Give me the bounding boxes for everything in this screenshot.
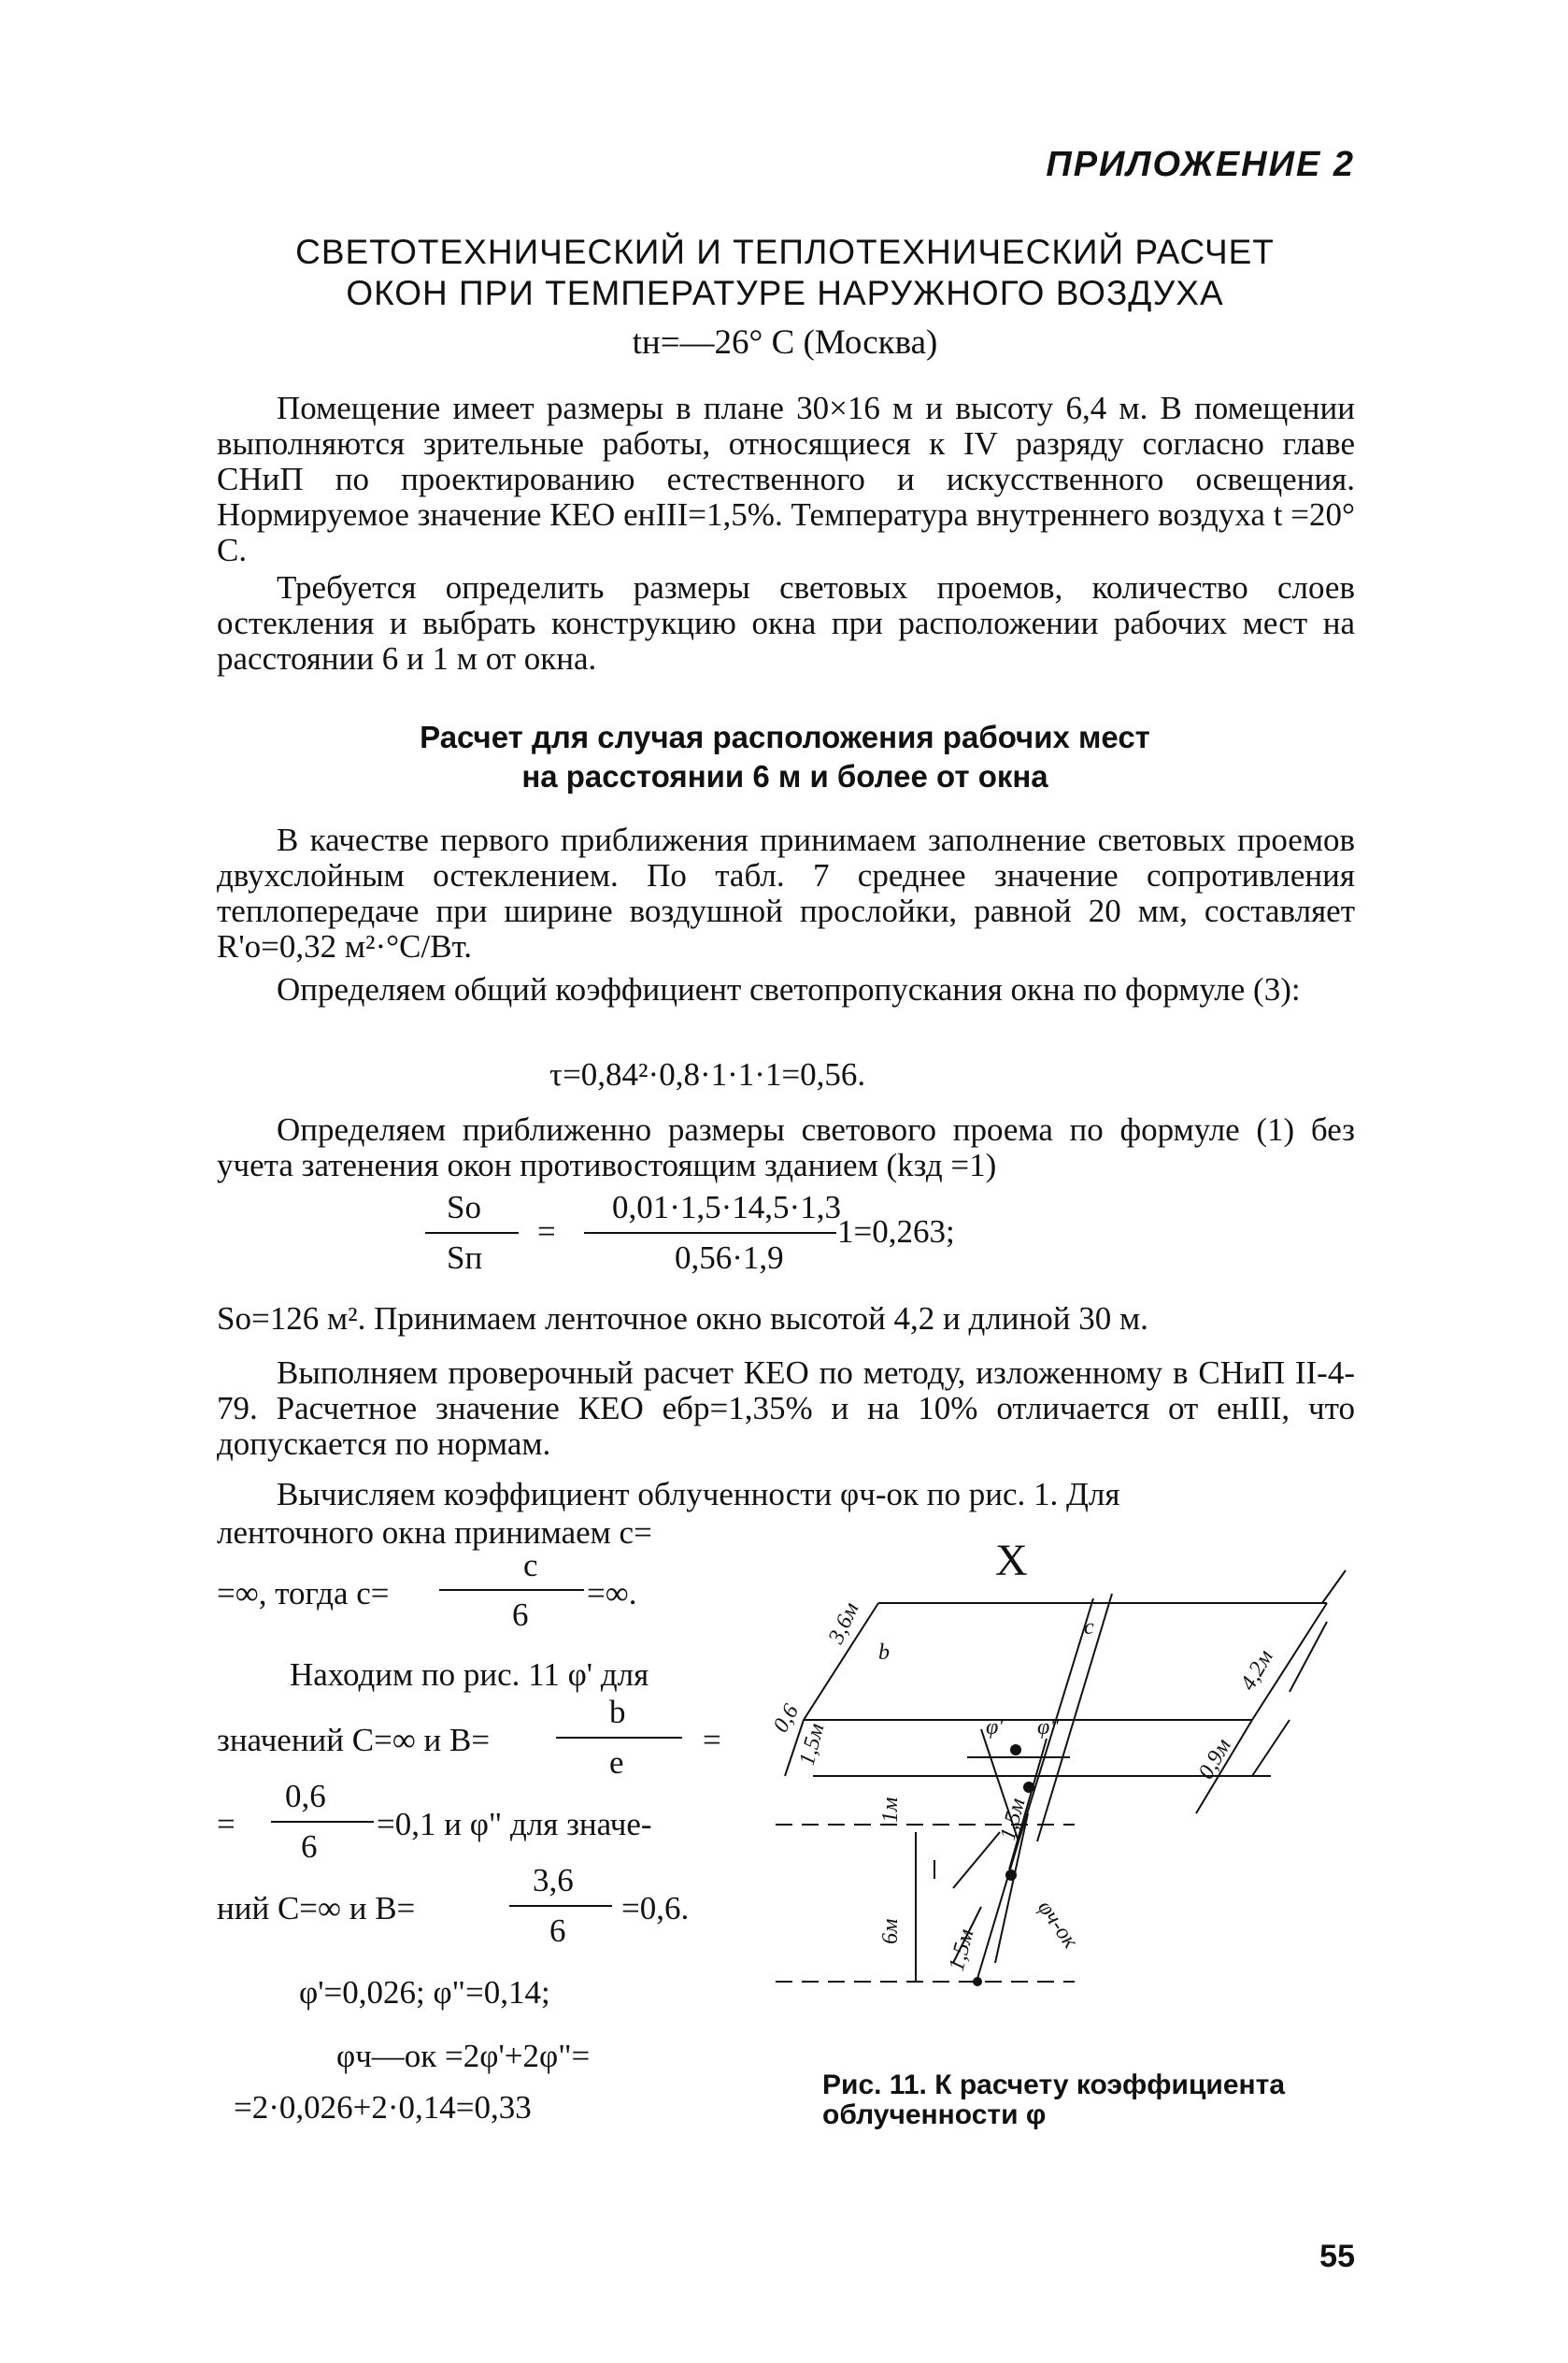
left-line-4-num: 0,6 (285, 1778, 326, 1814)
left-line-4-bar (271, 1821, 374, 1823)
fig-label-b: b (878, 1640, 890, 1665)
left-line-4-den: 6 (301, 1828, 318, 1865)
fig-label-42: 4,2м (1235, 1645, 1278, 1695)
left-line-1-bar (439, 1589, 584, 1591)
left-line-5a: ний C=∞ и B= (217, 1890, 416, 1926)
fig-label-36: 3,6м (823, 1598, 864, 1648)
fig-label-15a: 1,5м (794, 1721, 830, 1769)
fig-label-15c: 1,5м (944, 1926, 979, 1974)
figure-11-diagram (766, 1533, 1364, 2056)
left-line-5b: =0,6. (621, 1890, 690, 1926)
left-line-4b: =0,1 и φ" для значе- (377, 1806, 652, 1842)
fig-label-c: c (1084, 1615, 1094, 1640)
fig-label-06: 0,6 (768, 1700, 805, 1737)
left-line-4a: = (217, 1806, 235, 1842)
figure-caption: Рис. 11. К расчету коэффициента облученности φ (822, 2069, 1286, 2130)
left-line-5-den: 6 (549, 1912, 566, 1949)
left-line-1-den: 6 (512, 1597, 529, 1633)
fraction-left-denominator: Sп (447, 1239, 483, 1276)
title-line-2: ОКОН ПРИ ТЕМПЕРАТУРЕ НАРУЖНОГО ВОЗДУХА (346, 274, 1224, 312)
fig-label-6: 6м (878, 1918, 903, 1944)
formula-tau: τ=0,84²·0,8·1·1·1=0,56. (549, 1056, 866, 1093)
left-line-3a: значений C=∞ и B= (217, 1722, 491, 1758)
section-paragraph-6: Вычисляем коэффициент облученности φч-ок по рис. 1. Для (277, 1476, 1120, 1512)
fraction-right-numerator: 0,01·1,5·14,5·1,3 (612, 1189, 841, 1225)
fig-label-phi1: φ' (986, 1715, 1004, 1740)
fraction-equals: = (537, 1213, 556, 1250)
section-paragraph-6-end: ленточного окна принимаем c= (217, 1514, 652, 1551)
section-paragraph-5: Выполняем проверочный расчет КЕО по методу, изложенному в СНиП II-4-79. Расчетное значение КЕО eбр=1,35% и на 10% отличается от eнIII, что допускается по нормам. (217, 1354, 1355, 1462)
section-paragraph-2: Определяем общий коэффициент светопропускания окна по формуле (3): (277, 971, 1301, 1008)
title-line-1: СВЕТОТЕХНИЧЕСКИЙ И ТЕПЛОТЕХНИЧЕСКИЙ РАСЧЕТ (295, 233, 1275, 271)
fig-label-phiok: φч-ок (1033, 1896, 1083, 1954)
left-line-5-num: 3,6 (533, 1862, 574, 1898)
left-line-2: Находим по рис. 11 φ' для (290, 1656, 649, 1693)
fig-label-1: 1м (878, 1797, 903, 1823)
appendix-label: ПРИЛОЖЕНИЕ 2 (1046, 145, 1355, 184)
left-line-8: =2·0,026+2·0,14=0,33 (234, 2089, 532, 2126)
fig-label-09: 0,9м (1193, 1734, 1236, 1783)
section-heading: Расчет для случая расположения рабочих мест на расстоянии 6 м и более от окна (420, 720, 1150, 794)
fig-label-15b: 1,5м (995, 1796, 1031, 1843)
title-line-3: tн=—26° C (Москва) (632, 323, 938, 362)
fraction-result: 1=0,263; (837, 1213, 955, 1250)
fraction-right-denominator: 0,56·1,9 (675, 1239, 784, 1276)
left-line-3b: = (703, 1722, 721, 1758)
fig-label-cross: X (995, 1536, 1028, 1585)
section-paragraph-1: В качестве первого приближения принимаем заполнение световых проемов двухслойным остеклением. По табл. 7 среднее значение сопротивления теплопередаче при ширине воздушной прослойки, равной 20 мм, составляет R'o=0,32 м²·°C/Вт. (217, 822, 1355, 965)
left-line-1a: =∞, тогда c= (217, 1575, 390, 1611)
section-paragraph-4: So=126 м². Принимаем ленточное окно высотой 4,2 и длиной 30 м. (217, 1300, 1148, 1337)
fraction-right-bar (584, 1232, 836, 1234)
left-line-1b: =∞. (587, 1575, 637, 1611)
left-line-3-bar (556, 1737, 682, 1739)
document-title (215, 232, 1355, 314)
page-number: 55 (1319, 2239, 1355, 2274)
left-line-5-bar (509, 1905, 612, 1907)
fraction-left-numerator: So (447, 1189, 481, 1225)
left-line-6: φ'=0,026; φ"=0,14; (299, 1974, 550, 2011)
fig-label-phi2: φ" (1037, 1715, 1060, 1740)
left-line-3-den: e (609, 1744, 624, 1781)
section-paragraph-3: Определяем приближенно размеры светового проема по формуле (1) без учета затенения окон противостоящим зданием (kзд =1) (217, 1111, 1355, 1183)
intro-paragraph-1: Помещение имеет размеры в плане 30×16 м и высоту 6,4 м. В помещении выполняются зрительные работы, относящиеся к IV разряду согласно главе СНиП по проектированию естественного и искусственного освещения. Нормируемое значение КЕО eнIII=1,5%. Температура внутреннего воздуха t =20° C. (217, 390, 1355, 568)
left-line-1-num: c (523, 1547, 538, 1583)
fraction-left-bar (425, 1232, 519, 1234)
left-line-3-num: b (609, 1694, 626, 1730)
left-line-7: φч—ок =2φ'+2φ"= (336, 2038, 591, 2074)
intro-paragraph-2: Требуется определить размеры световых проемов, количество слоев остекления и выбрать конструкцию окна при расположении рабочих мест на расстоянии 6 и 1 м от окна. (217, 569, 1355, 677)
